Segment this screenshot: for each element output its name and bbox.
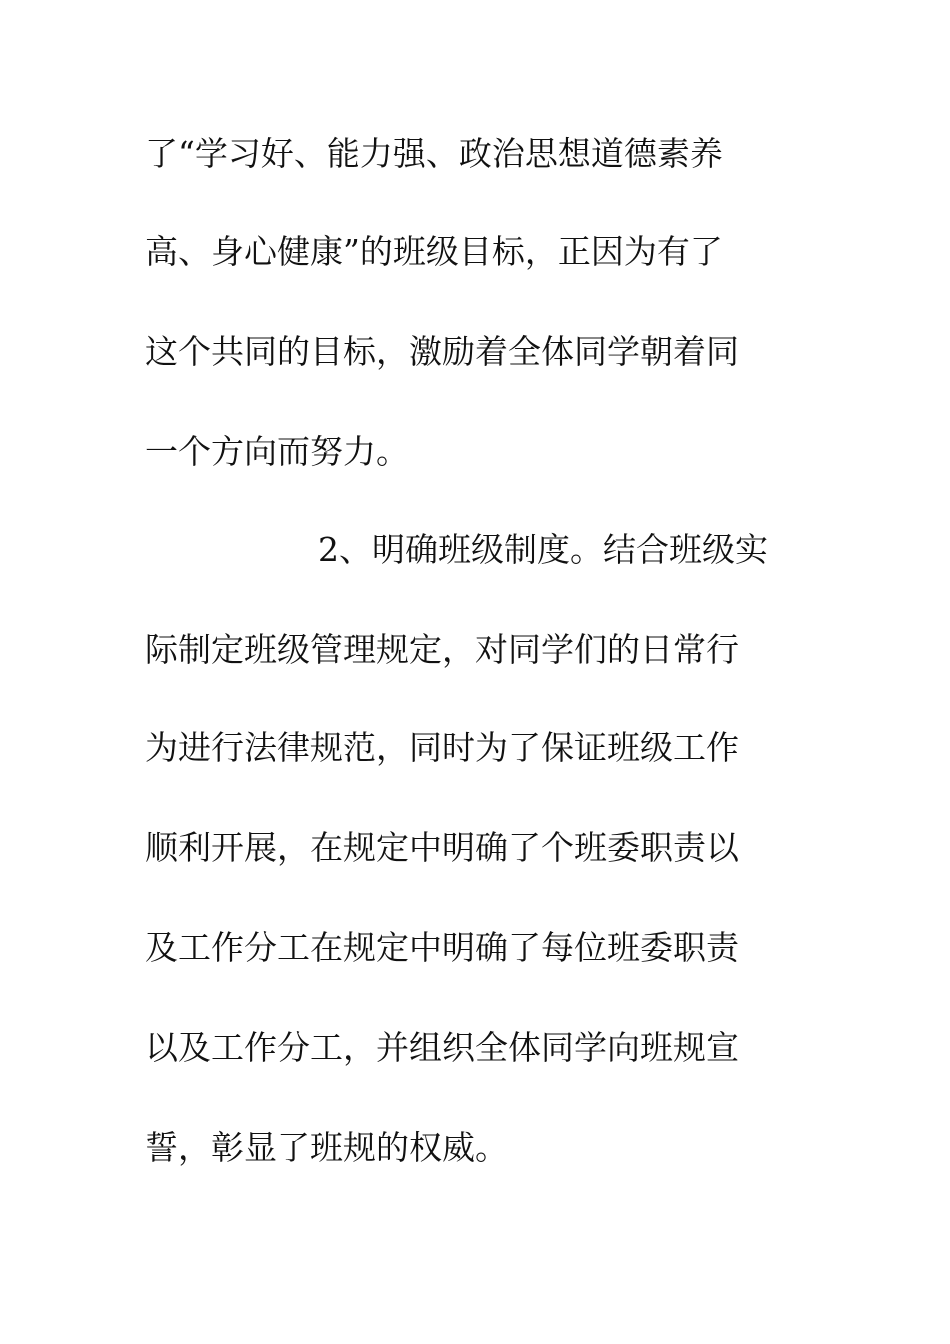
paragraph-line-9: 及工作分工在规定中明确了每位班委职责 [145, 928, 739, 967]
section-heading-line: 2、明确班级制度。结合班级实 [318, 530, 768, 569]
paragraph-line-1: 了“学习好、能力强、政治思想道德素养 [145, 134, 723, 173]
paragraph-line-11: 誓，彰显了班规的权威。 [145, 1128, 508, 1167]
paragraph-line-8: 顺利开展，在规定中明确了个班委职责以 [145, 828, 739, 867]
paragraph-line-4: 一个方向而努力。 [145, 432, 409, 471]
paragraph-line-2: 高、身心健康”的班级目标，正因为有了 [145, 232, 723, 271]
paragraph-line-3: 这个共同的目标，激励着全体同学朝着同 [145, 332, 739, 371]
paragraph-line-10: 以及工作分工，并组织全体同学向班规宣 [145, 1028, 739, 1067]
paragraph-line-7: 为进行法律规范，同时为了保证班级工作 [145, 728, 739, 767]
paragraph-line-6: 际制定班级管理规定，对同学们的日常行 [145, 630, 739, 669]
